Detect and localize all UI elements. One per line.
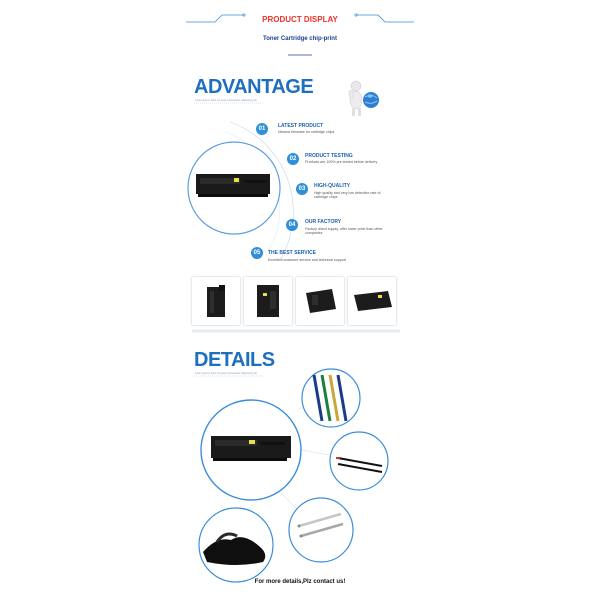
feature-desc-high-quality: High quality and very low defective rate of cartridge chips xyxy=(314,191,381,200)
feature-desc-latest-product: Newest firmware for cartridge chips xyxy=(278,130,335,134)
toner-powder-image xyxy=(197,506,275,584)
section-title-product-display: PRODUCT DISPLAY xyxy=(262,15,338,24)
blades-image xyxy=(328,430,390,492)
feature-title-product-testing: PRODUCT TESTING xyxy=(305,153,353,159)
cartridge-thumb-icon xyxy=(348,277,396,325)
feature-desc-best-service: Excellent customer service and technical support xyxy=(268,258,346,262)
feature-number-05: 05 xyxy=(251,247,263,259)
advantage-underline xyxy=(194,102,264,105)
feature-desc-product-testing: Products are 100% pre-tested before delivery xyxy=(305,160,378,164)
advantage-title: ADVANTAGE xyxy=(194,76,314,98)
product-thumb-3 xyxy=(296,277,344,325)
feature-number-04: 04 xyxy=(286,219,298,231)
feature-number-03: 03 xyxy=(296,183,308,195)
section-subtitle: Toner Cartridge chip-print xyxy=(263,36,337,42)
feature-number-02: 02 xyxy=(287,153,299,165)
feature-number-01: 01 xyxy=(256,123,268,135)
product-thumb-1 xyxy=(192,277,240,325)
cartridge-thumb-icon xyxy=(192,277,240,325)
details-underline xyxy=(194,375,264,378)
feature-title-latest-product: LATEST PRODUCT xyxy=(278,123,324,129)
feature-title-best-service: THE BEST SERVICE xyxy=(268,250,316,256)
thumbs-up-figure-icon xyxy=(340,78,388,118)
roller-pins-image xyxy=(287,496,355,564)
contact-footer-text: For more details,Plz contact us! xyxy=(254,579,346,585)
thumbs-divider xyxy=(192,328,400,334)
header-decor xyxy=(0,0,600,60)
cartridge-thumb-icon xyxy=(296,277,344,325)
toner-cartridge-image xyxy=(186,140,282,236)
feature-title-our-factory: OUR FACTORY xyxy=(305,219,342,225)
rollers-image xyxy=(300,367,362,429)
feature-desc-our-factory: Factory direct supply, offer lower price than other companies xyxy=(305,227,383,236)
cartridge-thumb-icon xyxy=(244,277,292,325)
details-subtext: Lorem ipsum dolor sit amet consectetur adipiscing elit xyxy=(195,372,257,375)
product-thumb-2 xyxy=(244,277,292,325)
advantage-subtext: Lorem ipsum dolor sit amet consectetur adipiscing elit xyxy=(195,99,257,102)
details-title: DETAILS xyxy=(194,349,275,371)
feature-title-high-quality: HIGH-QUALITY xyxy=(314,183,351,189)
product-thumb-4 xyxy=(348,277,396,325)
